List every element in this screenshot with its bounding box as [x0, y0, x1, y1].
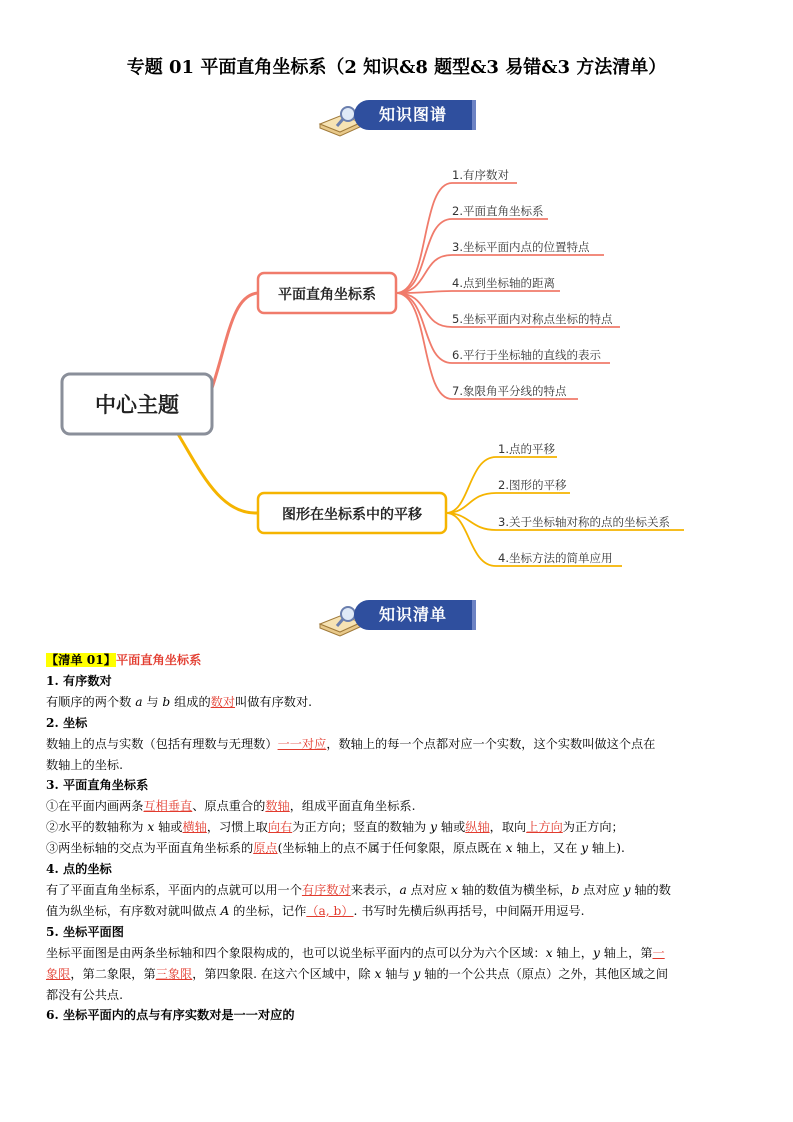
section-6-heading: 6. 坐标平面内的点与有序实数对是一一对应的 [46, 1008, 295, 1023]
section-3-line-1: ①在平面内画两条互相垂直、原点重合的数轴，组成平面直角坐标系. [46, 799, 416, 814]
leaf-1-3: 3.坐标平面内点的位置特点 [452, 240, 590, 254]
section-3-line-2: ②水平的数轴称为 x 轴或横轴，习惯上取向右为正方向；竖直的数轴为 y 轴或纵轴，取向上方向为正方向； [46, 820, 624, 835]
banner-knowledge-map [318, 96, 476, 140]
section-5-text: 坐标平面图是由两条坐标轴和四个象限构成的，也可以说坐标平面内的点可以分为六个区域：x 轴上，y 轴上，第一 象限，第二象限，第三象限，第四象限. 在这六个区域中，除 x 轴与 y 轴的一个公共点（原点）之外，其他区域之间 都没有公共点. [46, 945, 669, 1002]
list-tag-line [46, 650, 752, 671]
blank-answer: 横轴 [182, 820, 207, 835]
knowledge-list [46, 650, 752, 1026]
blank-answer: 原点 [253, 841, 278, 856]
blank-answer: 象限 [46, 966, 71, 981]
leaf-1-1: 1.有序数对 [452, 168, 509, 182]
banner-knowledge-list [318, 596, 476, 640]
page-title: 专题 01 平面直角坐标系（2 知识&8 题型&3 易错&3 方法清单） [126, 57, 667, 78]
blank-answer: 一 [652, 945, 665, 960]
branch2-label: 图形在坐标系中的平移 [282, 507, 422, 523]
leaf-1-7: 7.象限角平分线的特点 [452, 384, 567, 398]
leaf-2-1: 1.点的平移 [498, 442, 555, 456]
blank-answer: 有序数对 [301, 882, 351, 897]
leaf-1-4: 4.点到坐标轴的距离 [452, 276, 555, 290]
section-1-heading: 1. 有序数对 [46, 673, 112, 688]
branch1-label: 平面直角坐标系 [278, 287, 376, 303]
leaf-1-5: 5.坐标平面内对称点坐标的特点 [452, 312, 613, 326]
banner-label: 知识清单 [354, 600, 472, 630]
section-4-text: 有了平面直角坐标系，平面内的点就可以用一个有序数对来表示，a 点对应 x 轴的数值为横坐标，b 点对应 y 轴的数 值为纵坐标，有序数对就叫做点 A 的坐标，记作（a, b）. 书写时先横后纵再括号，中间隔开用逗号. [46, 882, 671, 918]
blank-answer: 向右 [267, 820, 293, 835]
blank-answer: 一一对应 [277, 736, 327, 751]
leaf-2-4: 4.坐标方法的简单应用 [498, 551, 613, 565]
leaf-2-2: 2.图形的平移 [498, 478, 567, 492]
section-1-text: 有顺序的两个数 a 与 b 组成的数对叫做有序数对. [46, 694, 313, 709]
section-2-heading: 2. 坐标 [46, 715, 88, 730]
mind-map [0, 150, 793, 580]
section-3-heading: 3. 平面直角坐标系 [46, 778, 149, 793]
blank-answer: 三象限 [155, 966, 193, 981]
section-2-text: 数轴上的点与实数（包括有理数与无理数）一一对应，数轴上的每一个点都对应一个实数，这个实数叫做这个点在 数轴上的坐标. [46, 736, 656, 772]
connector-branch1 [212, 293, 258, 388]
leaf-1-2: 2.平面直角坐标系 [452, 204, 544, 218]
section-3-line-3: ③两坐标轴的交点为平面直角坐标系的原点(坐标轴上的点不属于任何象限，原点既在 x 轴上，又在 y 轴上). [46, 841, 625, 856]
blank-answer: 数轴 [265, 799, 290, 814]
banner-label: 知识图谱 [354, 100, 472, 130]
blank-answer: 数对 [210, 694, 236, 709]
leaf-2-3: 3.关于坐标轴对称的点的坐标关系 [498, 515, 670, 529]
blank-answer: （a, b） [306, 903, 354, 918]
list-tag: 【清单 01】 [46, 653, 116, 667]
leaf-1-6: 6.平行于坐标轴的直线的表示 [452, 348, 601, 362]
section-5-heading: 5. 坐标平面图 [46, 924, 124, 939]
connector-branch2 [178, 434, 258, 513]
blank-answer: 上方向 [526, 820, 563, 835]
list-tag-title: 平面直角坐标系 [115, 653, 202, 667]
center-topic: 中心主题 [95, 393, 179, 417]
branch2-connectors [446, 457, 684, 566]
blank-answer: 互相垂直 [143, 799, 193, 814]
blank-answer: 纵轴 [465, 820, 490, 835]
section-4-heading: 4. 点的坐标 [46, 862, 112, 877]
